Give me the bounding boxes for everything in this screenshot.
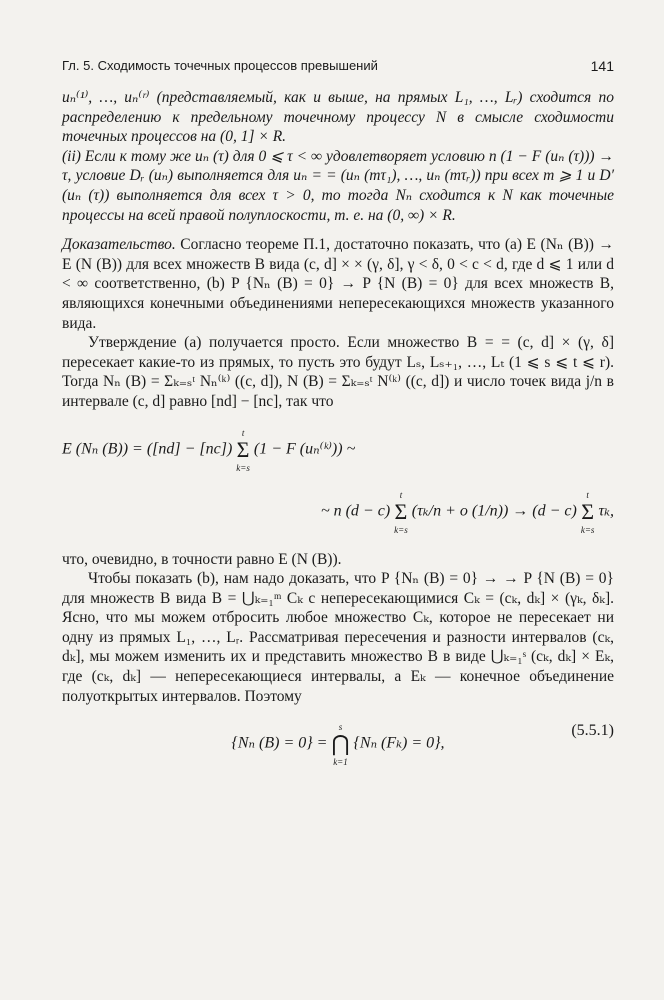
formula-expectation-lhs: E (Nₙ (B)) = ([nd] − [nc]) xyxy=(62,440,233,458)
running-header xyxy=(62,58,614,74)
chapter-title: Гл. 5. Сходимость точечных процессов превышений xyxy=(62,58,378,73)
theorem-part-ii: (ii) Если к тому же uₙ (τ) для 0 ⩽ τ < ∞ удовлетворяет условию n (1 − F (uₙ (τ))) → τ, условие Dᵣ (uₙ) выполняется для uₙ = = (uₙ (mτ₁), …, uₙ (mτᵣ)) при всех m ⩾ 1 и D′ (uₙ (τ)) выполняется для всех τ > 0, то тогда Nₙ сходится к N как точечные процессы на всей правой полуплоскости, т. е. на (0, ∞) × R. xyxy=(62,147,614,224)
formula-expectation xyxy=(62,426,614,474)
conclusion-a: что, очевидно, в точности равно E (N (B)). xyxy=(62,550,342,568)
proof-label: Доказательство. xyxy=(62,236,176,254)
equation-5-5-1 xyxy=(62,720,614,768)
sum-symbol: t Σ k=s xyxy=(580,489,595,535)
proof-paragraph xyxy=(62,235,614,333)
formula-expectation-rhs: (1 − F (uₙ⁽ᵏ⁾)) ~ xyxy=(253,440,356,458)
formula-asymptotic xyxy=(62,488,614,536)
paragraph-b: Чтобы показать (b), нам надо доказать, что P {Nₙ (B) = 0} → → P {N (B) = 0} для множеств B вида B = ⋃ₖ₌₁ᵐ Cₖ с непересекающимися Cₖ = (cₖ, dₖ] × (γₖ, δₖ]. Ясно, что мы можем отбросить любое множество Cₖ, которое не пересекает ни одну из прямых L₁, …, Lᵣ. Рассматривая пересечения и разности интервалов (cₖ, dₖ], мы можем изменить их и представить множество B в виде ⋃ₖ₌₁ˢ (cₖ, dₖ] × Eₖ, где (cₖ, dₖ] — непересекающиеся интервалы, а Eₖ — конечное объединение полуоткрытых интервалов. Поэтому xyxy=(62,570,614,705)
equation-rhs: {Nₙ (Fₖ) = 0}, xyxy=(353,734,445,752)
page xyxy=(62,58,614,782)
formula-asymptotic-b: (τₖ/n + o (1/n)) → (d − c) xyxy=(411,502,577,520)
equation-number: (5.5.1) xyxy=(571,722,614,740)
intersection-symbol: s ⋂ k=1 xyxy=(331,722,350,768)
formula-asymptotic-a: ~ n (d − c) xyxy=(320,502,391,520)
page-number: 141 xyxy=(590,58,614,74)
equation-lhs: {Nₙ (B) = 0} = xyxy=(231,734,328,752)
sum-symbol: t Σ k=s xyxy=(236,427,250,473)
paragraph-a: Утверждение (a) получается просто. Если множество B = = (c, d] × (γ, δ] пересекает какие-то из прямых, то пусть это будут Lₛ, Lₛ₊₁, …, Lₜ (1 ⩽ s ⩽ t ⩽ r). Тогда Nₙ (B) = Σₖ₌ₛᵗ Nₙ⁽ᵏ⁾ ((c, d]), N (B) = Σₖ₌ₛᵗ N⁽ᵏ⁾ ((c, d]) и число точек вида j/n в интервале (c, d] равно [nd] − [nc], так что xyxy=(62,334,614,410)
proof-text: Согласно теореме П.1, достаточно показать, что (a) E (Nₙ (B)) → E (N (B)) для всех множеств B вида (c, d] × × (γ, δ], γ < δ, 0 < c < d, где d ⩽ 1 или d < ∞ соответственно, (b) P {Nₙ (B) = 0} → P {N (B) = 0} для всех множеств B, являющихся конечными объединениями непересекающихся множеств указанного вида. xyxy=(62,236,614,332)
sum-symbol: t Σ k=s xyxy=(394,489,408,535)
formula-asymptotic-c: τₖ, xyxy=(598,502,614,520)
theorem-continuation: uₙ⁽¹⁾, …, uₙ⁽ʳ⁾ (представляемый, как и выше, на прямых L₁, …, Lᵣ) сходится по распределению к предельному точечному процессу N в смысле сходимости точечных процессов на (0, 1] × R. xyxy=(62,89,614,146)
